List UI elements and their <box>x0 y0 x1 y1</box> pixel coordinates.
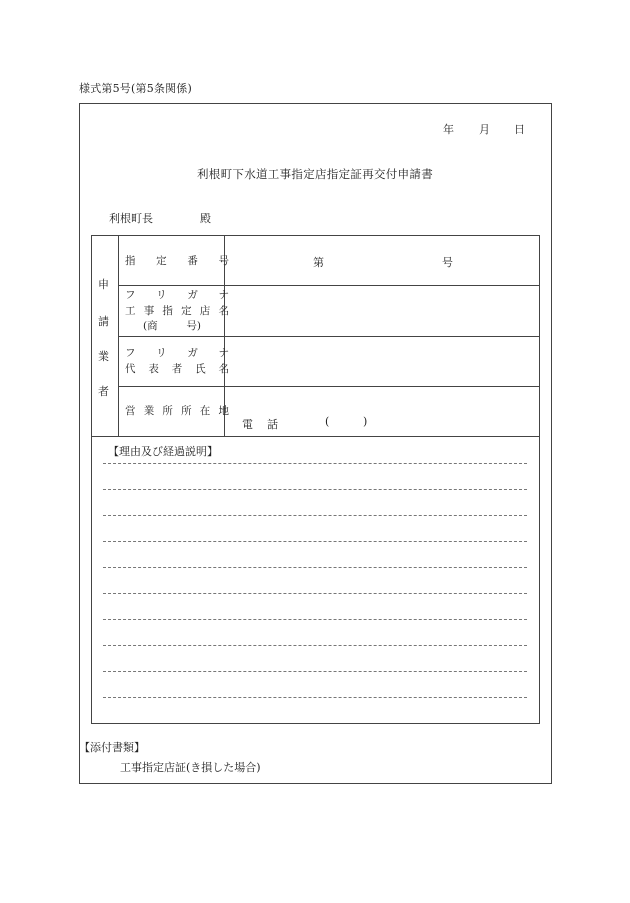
document-title: 利根町下水道工事指定店指定証再交付申請書 <box>197 167 433 181</box>
reason-heading: 【理由及び経過説明】 <box>108 445 218 458</box>
phone-field[interactable] <box>280 413 538 435</box>
date-month-label: 月 <box>479 123 490 136</box>
office-location-field[interactable] <box>225 387 538 413</box>
attachments-heading: 【添付書類】 <box>79 741 145 754</box>
addressee: 利根町長 <box>109 212 153 225</box>
row-divider-4 <box>91 436 540 437</box>
phone-paren-close: ) <box>363 415 368 428</box>
designation-number-suffix: 号 <box>442 256 453 269</box>
phone-label-char: 電 <box>242 418 253 431</box>
form-number-label: 様式第5号(第5条関係) <box>79 82 192 95</box>
phone-paren-open: ( <box>325 415 330 428</box>
designation-number-prefix: 第 <box>313 256 324 269</box>
trade-name-label: (商 号) <box>143 320 201 332</box>
date-day-label: 日 <box>514 123 525 136</box>
designation-number-field[interactable] <box>225 236 538 285</box>
honorific: 殿 <box>200 212 211 225</box>
phone-label-char: 話 <box>267 418 278 431</box>
applicant-label-char: 請 <box>98 315 109 328</box>
applicant-label-char: 業 <box>98 350 109 363</box>
designation-number-label: 指 定 番 号 <box>125 255 229 267</box>
date-year-label: 年 <box>443 123 454 136</box>
shop-name-label: 工 事 指 定 店 名 <box>125 305 229 317</box>
shop-name-field[interactable] <box>225 286 538 336</box>
applicant-label-char: 申 <box>98 278 109 291</box>
applicant-label-char: 者 <box>98 385 109 398</box>
reason-text-area[interactable] <box>103 455 527 705</box>
furigana-label: フ リ ガ ナ <box>125 289 229 301</box>
representative-furigana-label: フ リ ガ ナ <box>125 347 229 359</box>
representative-name-label: 代 表 者 氏 名 <box>125 363 229 375</box>
attachment-item: 工事指定店証(き損した場合) <box>120 761 261 774</box>
representative-name-field[interactable] <box>225 337 538 386</box>
office-location-label: 営 業 所 所 在 地 <box>125 405 229 417</box>
